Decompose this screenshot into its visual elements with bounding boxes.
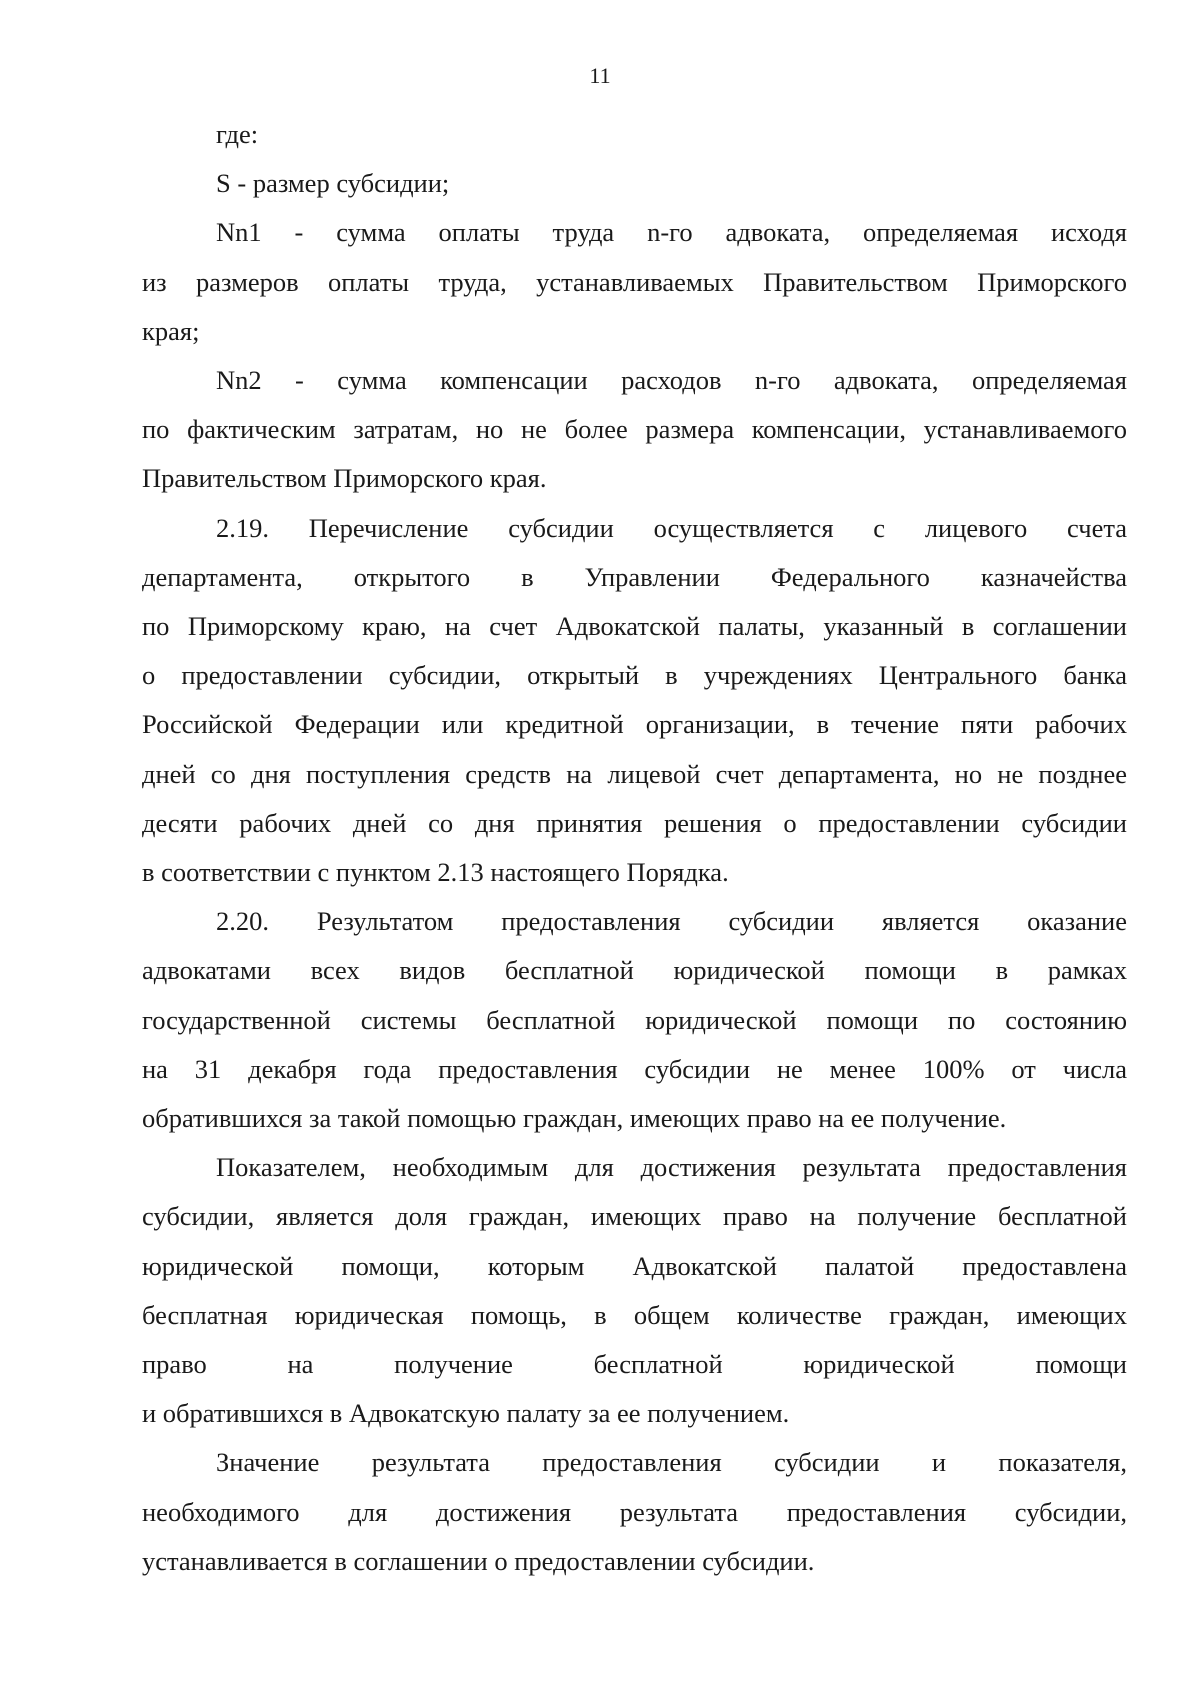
text-line: департамента, открытого в Управлении Федерального казначейства <box>142 561 1127 592</box>
text-line: края; <box>142 315 200 346</box>
text-line: в соответствии с пунктом 2.13 настоящего Порядка. <box>142 857 729 888</box>
text-line: о предоставлении субсидии, открытый в учреждениях Центрального банка <box>142 660 1127 691</box>
paragraph-definition-nn1 <box>142 208 1127 356</box>
text-line: из размеров оплаты труда, устанавливаемых Правительством Приморского <box>142 266 1127 297</box>
paragraph-definition-s <box>142 159 1127 208</box>
text-line: где: <box>216 119 259 149</box>
text-line: десяти рабочих дней со дня принятия решения о предоставлении субсидии <box>142 807 1127 838</box>
text-line: Российской Федерации или кредитной организации, в течение пяти рабочих <box>142 709 1127 740</box>
paragraph-value <box>142 1438 1127 1586</box>
text-line: 2.20. Результатом предоставления субсидии является оказание <box>216 906 1127 937</box>
paragraph-definition-nn2 <box>142 356 1127 504</box>
text-line: по фактическим затратам, но не более размера компенсации, устанавливаемого <box>142 414 1127 445</box>
text-line: и обратившихся в Адвокатскую палату за ее получением. <box>142 1398 790 1429</box>
text-line: право на получение бесплатной юридической помощи <box>142 1349 1127 1380</box>
page-number: 11 <box>589 63 611 88</box>
text-line: Показателем, необходимым для достижения результата предоставления <box>216 1152 1127 1183</box>
text-line: необходимого для достижения результата предоставления субсидии, <box>142 1496 1127 1527</box>
text-line: на 31 декабря года предоставления субсидии не менее 100% от числа <box>142 1053 1127 1084</box>
text-line: государственной системы бесплатной юридической помощи по состоянию <box>142 1004 1127 1035</box>
text-line: S - размер субсидии; <box>216 168 450 199</box>
text-line: дней со дня поступления средств на лицевой счет департамента, но не позднее <box>142 758 1127 789</box>
clause-2-19 <box>142 504 1127 898</box>
text-line: Правительством Приморского края. <box>142 463 547 494</box>
text-line: Значение результата предоставления субсидии и показателя, <box>216 1447 1127 1478</box>
text-line: Nn1 - сумма оплаты труда n-го адвоката, определяемая исходя <box>216 217 1127 248</box>
text-line: обратившихся за такой помощью граждан, имеющих право на ее получение. <box>142 1103 1007 1134</box>
paragraph-where <box>142 110 1127 159</box>
text-line: устанавливается в соглашении о предоставлении субсидии. <box>142 1545 815 1576</box>
text-line: юридической помощи, которым Адвокатской палатой предоставлена <box>142 1250 1127 1281</box>
text-line: субсидии, является доля граждан, имеющих право на получение бесплатной <box>142 1201 1127 1232</box>
paragraph-indicator <box>142 1143 1127 1438</box>
text-line: бесплатная юридическая помощь, в общем количестве граждан, имеющих <box>142 1299 1127 1330</box>
text-line: 2.19. Перечисление субсидии осуществляется с лицевого счета <box>216 512 1127 543</box>
text-line: по Приморскому краю, на счет Адвокатской палаты, указанный в соглашении <box>142 611 1127 642</box>
document-body <box>142 110 1127 1586</box>
text-line: адвокатами всех видов бесплатной юридической помощи в рамках <box>142 955 1127 986</box>
clause-2-20 <box>142 897 1127 1143</box>
text-line: Nn2 - сумма компенсации расходов n-го адвоката, определяемая <box>216 365 1127 396</box>
